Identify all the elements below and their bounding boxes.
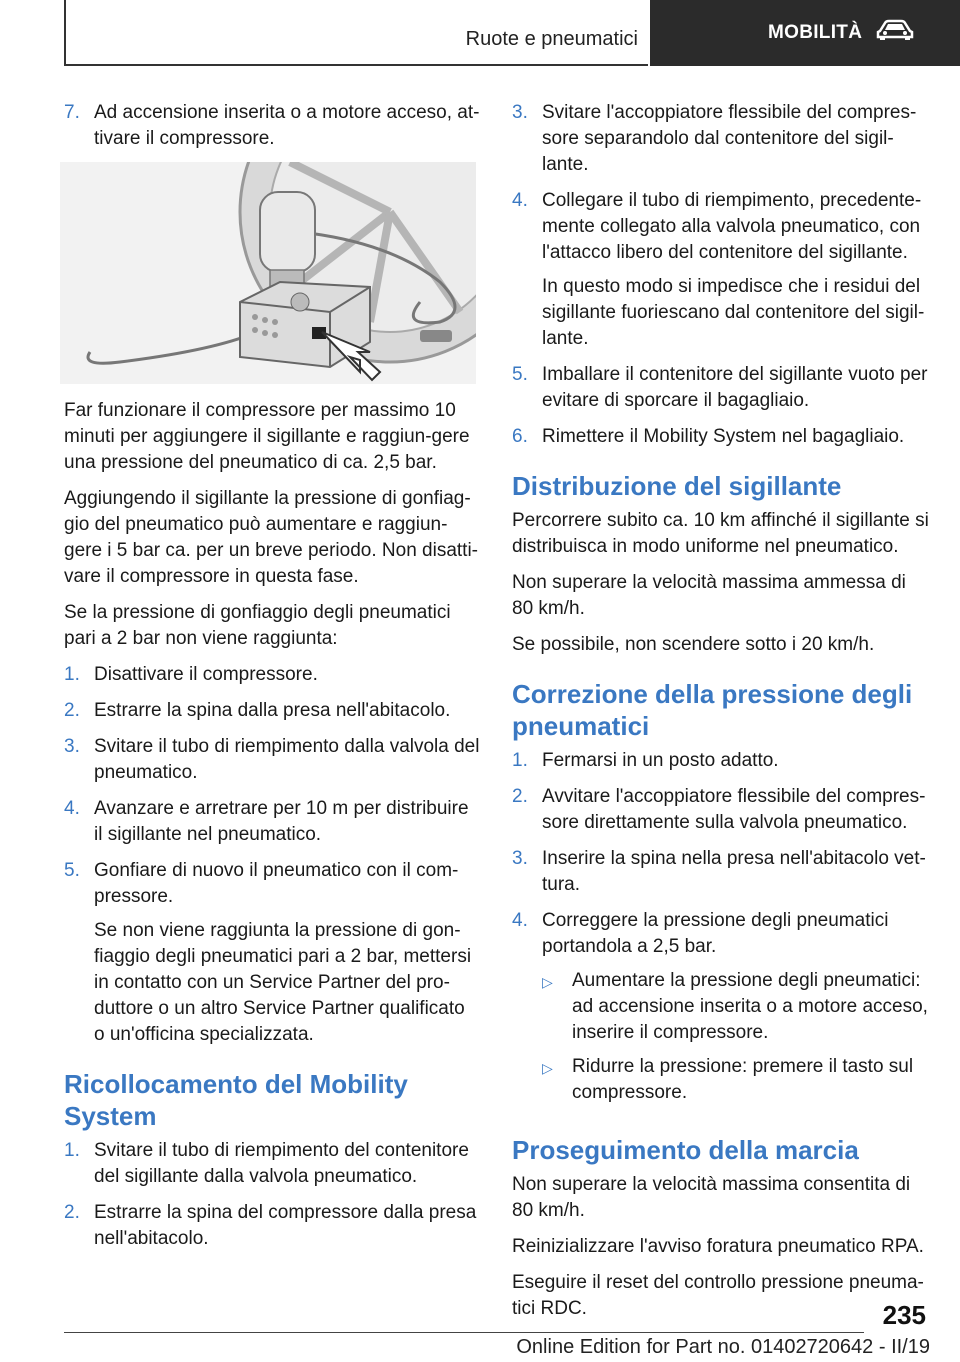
list-item [64, 698, 480, 724]
list-item [64, 1200, 480, 1252]
step-text: Svitare l'accoppiatore flessibile del compres-sore separandolo dal contenitore del sigil-lante. [542, 102, 917, 175]
step-note: Se non viene raggiunta la pressione di gon-fiaggio degli pneumatici pari a 2 bar, mettersi in contatto con un Service Partner del pro-duttore o un altro Service Partner qualificato o un'officina specializzata. [94, 920, 472, 1045]
header-rule [64, 0, 66, 66]
triangle-bullet-icon: ▷ [542, 1060, 553, 1076]
list-item [512, 188, 932, 352]
step-number: 1. [64, 1140, 80, 1161]
list-item [64, 1138, 480, 1190]
section-heading: Distribuzione del sigillante [512, 471, 842, 501]
step-number: 5. [512, 364, 528, 385]
step-text: Fermarsi in un posto adatto. [542, 750, 779, 771]
right-column [512, 100, 932, 1332]
list-item [64, 858, 480, 1048]
bullet-item [542, 1054, 932, 1106]
header-chapter-label: MOBILITÀ [768, 22, 863, 43]
list-item [512, 908, 932, 1114]
list-item [64, 662, 480, 688]
section-heading: Correzione della pressione degli pneumatici [512, 679, 913, 741]
step-number: 4. [512, 910, 528, 931]
step-text: Svitare il tubo di riempimento del contenitore del sigillante dalla valvola pneumatico. [94, 1140, 469, 1187]
paragraph: Far funzionare il compressore per massimo 10 minuti per aggiungere il sigillante e raggiun-gere una pressione del pneumatico di ca. 2,5 bar. [64, 400, 470, 473]
paragraph: Se la pressione di gonfiaggio degli pneumatici pari a 2 bar non viene raggiunta: [64, 602, 451, 649]
list-item [512, 846, 932, 898]
list-item [512, 100, 932, 178]
section-heading: Proseguimento della marcia [512, 1135, 859, 1165]
step-text: Estrarre la spina dalla presa nell'abitacolo. [94, 700, 451, 721]
bullet-text: Aumentare la pressione degli pneumatici: ad accensione inserita o a motore acceso, inserire il compressore. [572, 970, 928, 1043]
list-item [64, 100, 480, 152]
header-underline [64, 64, 648, 66]
section-heading: Ricollocamento del Mobility System [64, 1069, 408, 1131]
step-number: 7. [64, 102, 80, 123]
step-main-text: Gonfiare di nuovo il pneumatico con il com-pressore. [94, 860, 459, 907]
list-item [512, 362, 932, 414]
step-number: 4. [512, 190, 528, 211]
list-item [512, 424, 932, 450]
page-number: 235 [882, 1300, 926, 1330]
paragraph: Reinizializzare l'avviso foratura pneumatico RPA. [512, 1236, 924, 1257]
paragraph: Non superare la velocità massima consentita di 80 km/h. [512, 1174, 911, 1221]
step-text: Inserire la spina nella presa nell'abitacolo vet-tura. [542, 848, 926, 895]
step-number: 3. [64, 736, 80, 757]
list-item [64, 734, 480, 786]
bullet-item [542, 968, 932, 1046]
step-text: Avvitare l'accoppiatore flessibile del compres-sore direttamente sulla valvola pneumatico. [542, 786, 926, 833]
step-number: 3. [512, 102, 528, 123]
paragraph: Se possibile, non scendere sotto i 20 km/h. [512, 634, 875, 655]
footer-edition: Online Edition for Part no. 01402720642 - II/19 [516, 1336, 930, 1358]
step-text: Disattivare il compressore. [94, 664, 318, 685]
header-chapter-tab [650, 0, 960, 66]
step-text [94, 858, 480, 1048]
step-main-text: Correggere la pressione degli pneumatici portandola a 2,5 bar. [542, 910, 889, 957]
step-text: Svitare il tubo di riempimento dalla valvola del pneumatico. [94, 736, 480, 783]
step-note: In questo modo si impedisce che i residui del sigillante fuoriescano dal contenitore del sigil-lante. [542, 276, 925, 349]
triangle-bullet-icon: ▷ [542, 974, 553, 990]
step-number: 2. [64, 700, 80, 721]
header-section-title: Ruote e pneumatici [465, 28, 638, 50]
paragraph: Eseguire il reset del controllo pressione pneuma-tici RDC. [512, 1272, 924, 1319]
paragraph: Aggiungendo il sigillante la pressione di gonfiag-gio del pneumatico può aumentare e raggiun-gere i 5 bar ca. per un breve periodo. Non disatti-vare il compressore in questa fase. [64, 488, 479, 587]
list-item [512, 748, 932, 774]
paragraph: Non superare la velocità massima ammessa di 80 km/h. [512, 572, 906, 619]
step-text: Imballare il contenitore del sigillante vuoto per evitare di sporcare il bagagliaio. [542, 364, 928, 411]
step-text: Ad accensione inserita o a motore acceso, at-tivare il compressore. [94, 102, 480, 149]
step-main-text: Collegare il tubo di riempimento, precedente-mente collegato alla valvola pneumatico, con l'attacco libero del contenitore del sigillante. [542, 190, 922, 263]
paragraph: Percorrere subito ca. 10 km affinché il sigillante si distribuisca in modo uniforme nel pneumatico. [512, 510, 929, 557]
step-number: 1. [512, 750, 528, 771]
left-column [64, 100, 480, 1262]
compressor-illustration [60, 162, 476, 384]
step-number: 1. [64, 664, 80, 685]
bullet-text: Ridurre la pressione: premere il tasto sul compressore. [572, 1056, 914, 1103]
list-item [512, 784, 932, 836]
step-number: 3. [512, 848, 528, 869]
step-number: 2. [64, 1202, 80, 1223]
footer-rule [64, 1332, 864, 1333]
step-text: Estrarre la spina del compressore dalla presa nell'abitacolo. [94, 1202, 477, 1249]
step-number: 6. [512, 426, 528, 447]
list-item [64, 796, 480, 848]
step-text: Avanzare e arretrare per 10 m per distribuire il sigillante nel pneumatico. [94, 798, 469, 845]
step-text [542, 908, 932, 1114]
step-number: 4. [64, 798, 80, 819]
step-text: Rimettere il Mobility System nel bagagliaio. [542, 426, 905, 447]
step-text [542, 188, 932, 352]
step-number: 5. [64, 860, 80, 881]
step-number: 2. [512, 786, 528, 807]
car-icon [876, 19, 914, 47]
